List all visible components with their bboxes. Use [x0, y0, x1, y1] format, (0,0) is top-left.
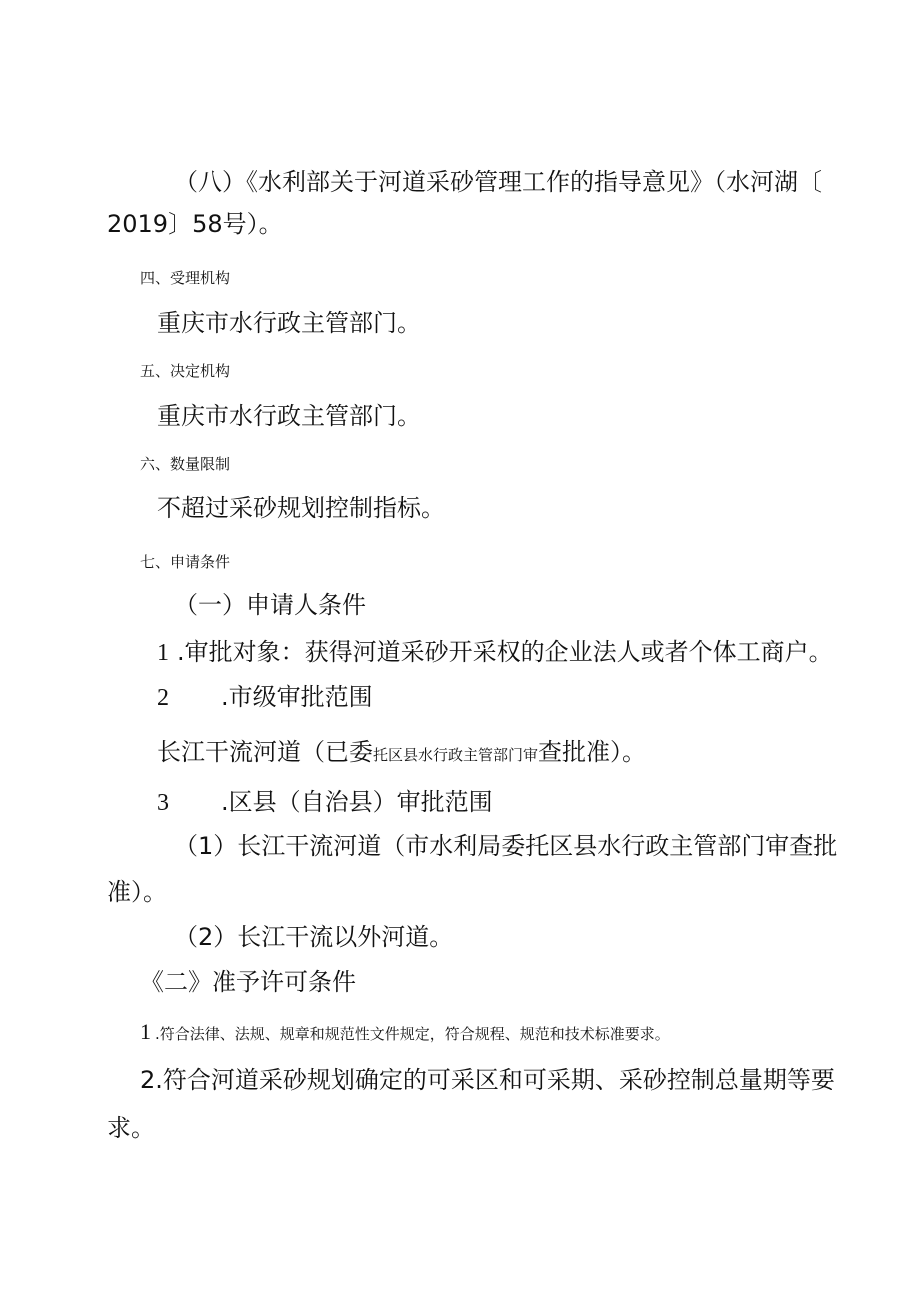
item8-line1: （八）《水利部关于河道采砂管理工作的指导意见》（水河湖〔 — [174, 168, 822, 196]
item1 — [157, 640, 833, 665]
cond2-line2: 求。 — [107, 1114, 155, 1142]
section5-text: 重庆市水行政主管部门。 — [157, 402, 421, 430]
item3-sub1-line2: 准）。 — [107, 878, 167, 906]
section4-text: 重庆市水行政主管部门。 — [157, 309, 421, 337]
item1-text: .审批对象：获得河道采砂开采权的企业法人或者个体工商户。 — [177, 638, 833, 666]
cond1-number: 1 — [140, 1019, 151, 1044]
item3-sub1-line1: （1）长江干流河道（市水利局委托区县水行政主管部门审查批 — [174, 832, 838, 860]
item2-detail-small: 托区县水行政主管部门审 — [373, 746, 539, 764]
section6-text: 不超过采砂规划控制指标。 — [157, 494, 445, 522]
item2-detail — [157, 740, 646, 764]
section6-heading: 六、数量限制 — [140, 455, 231, 473]
section7-heading: 七、申请条件 — [140, 553, 231, 571]
cond1 — [140, 1021, 670, 1043]
sub2-heading: 《二》准予许可条件 — [140, 968, 356, 996]
item1-number: 1 — [157, 640, 169, 666]
section5-heading: 五、决定机构 — [140, 362, 231, 380]
item2-number: 2 — [157, 685, 169, 711]
item2-detail-main: 长江干流河道（已委 — [157, 738, 373, 766]
item3-text: .区县（自治县）审批范围 — [221, 788, 493, 816]
section4-heading: 四、受理机构 — [140, 269, 231, 287]
item3-sub2: （2）长江干流以外河道。 — [174, 923, 454, 951]
item8-line2: 2019〕58号）。 — [107, 210, 283, 238]
cond1-text: .符合法律、法规、规章和规范性文件规定，符合规程、规范和技术标准要求。 — [155, 1025, 670, 1043]
item3-number: 3 — [157, 790, 169, 816]
item2-text: .市级审批范围 — [221, 683, 373, 711]
item2 — [157, 685, 373, 710]
sub1-heading: （一）申请人条件 — [174, 591, 366, 619]
item2-detail-end: 查批准）。 — [538, 738, 647, 766]
item3 — [157, 790, 493, 815]
cond2-line1: 2.符合河道采砂规划确定的可采区和可采期、采砂控制总量期等要 — [140, 1066, 835, 1094]
